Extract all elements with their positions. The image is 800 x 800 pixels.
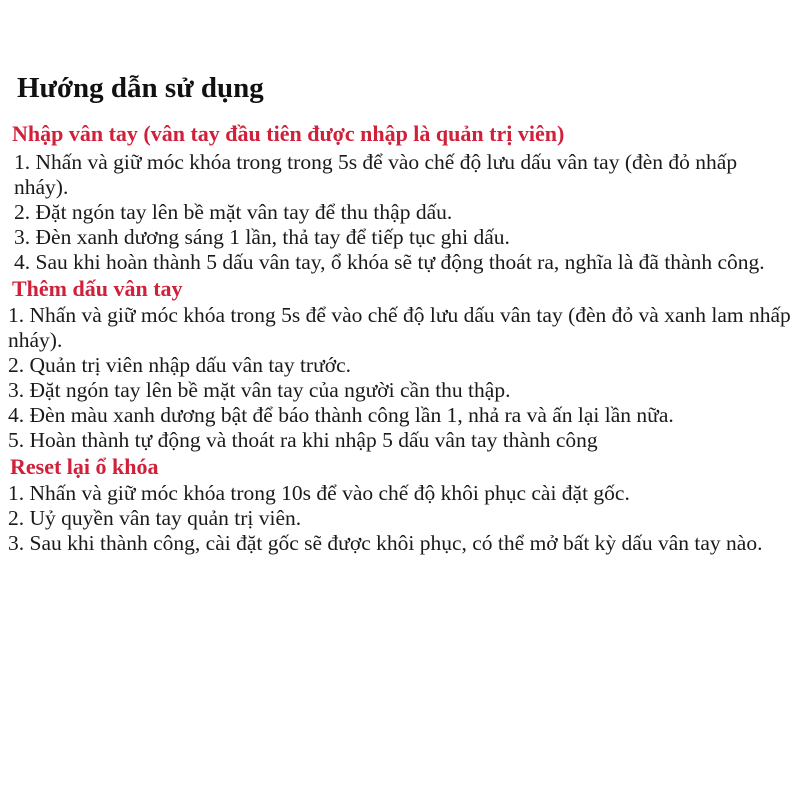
list-item: 5. Hoàn thành tự động và thoát ra khi nhập 5 dấu vân tay thành công	[8, 428, 598, 452]
section-heading-reset: Reset lại ổ khóa	[10, 454, 159, 479]
list-item: 3. Sau khi thành công, cài đặt gốc sẽ được khôi phục, có thể mở bất kỳ dấu vân tay nào.	[8, 531, 763, 555]
section-enroll-fingerprint	[8, 120, 794, 275]
add-steps-list	[8, 303, 794, 453]
page-title: Hướng dẫn sử dụng	[17, 72, 264, 104]
list-item: 2. Uỷ quyền vân tay quản trị viên.	[8, 506, 302, 530]
list-item: 2. Đặt ngón tay lên bề mặt vân tay để thu thập dấu.	[14, 200, 453, 224]
list-item: 4. Đèn màu xanh dương bật để báo thành công lần 1, nhả ra và ấn lại lần nữa.	[8, 403, 674, 427]
enroll-steps-list	[14, 150, 794, 275]
list-item: 2. Quản trị viên nhập dấu vân tay trước.	[8, 353, 352, 377]
list-item: 1. Nhấn và giữ móc khóa trong trong 5s để vào chế độ lưu dấu vân tay (đèn đỏ nhấp nháy).	[14, 150, 738, 199]
list-item: 3. Đặt ngón tay lên bề mặt vân tay của người cần thu thập.	[8, 378, 511, 402]
section-reset-lock	[8, 453, 794, 556]
reset-steps-list	[8, 481, 794, 556]
section-heading-add: Thêm dấu vân tay	[12, 276, 183, 301]
list-item: 1. Nhấn và giữ móc khóa trong 5s để vào chế độ lưu dấu vân tay (đèn đỏ và xanh lam nhấp nháy).	[8, 303, 791, 352]
section-add-fingerprint	[8, 275, 794, 453]
list-item: 1. Nhấn và giữ móc khóa trong 10s để vào chế độ khôi phục cài đặt gốc.	[8, 481, 630, 505]
instruction-document	[8, 70, 794, 556]
section-heading-enroll: Nhập vân tay (vân tay đầu tiên được nhập là quản trị viên)	[12, 121, 565, 146]
list-item: 4. Sau khi hoàn thành 5 dấu vân tay, ổ khóa sẽ tự động thoát ra, nghĩa là đã thành công.	[14, 250, 765, 274]
list-item: 3. Đèn xanh dương sáng 1 lần, thả tay để tiếp tục ghi dấu.	[14, 225, 510, 249]
